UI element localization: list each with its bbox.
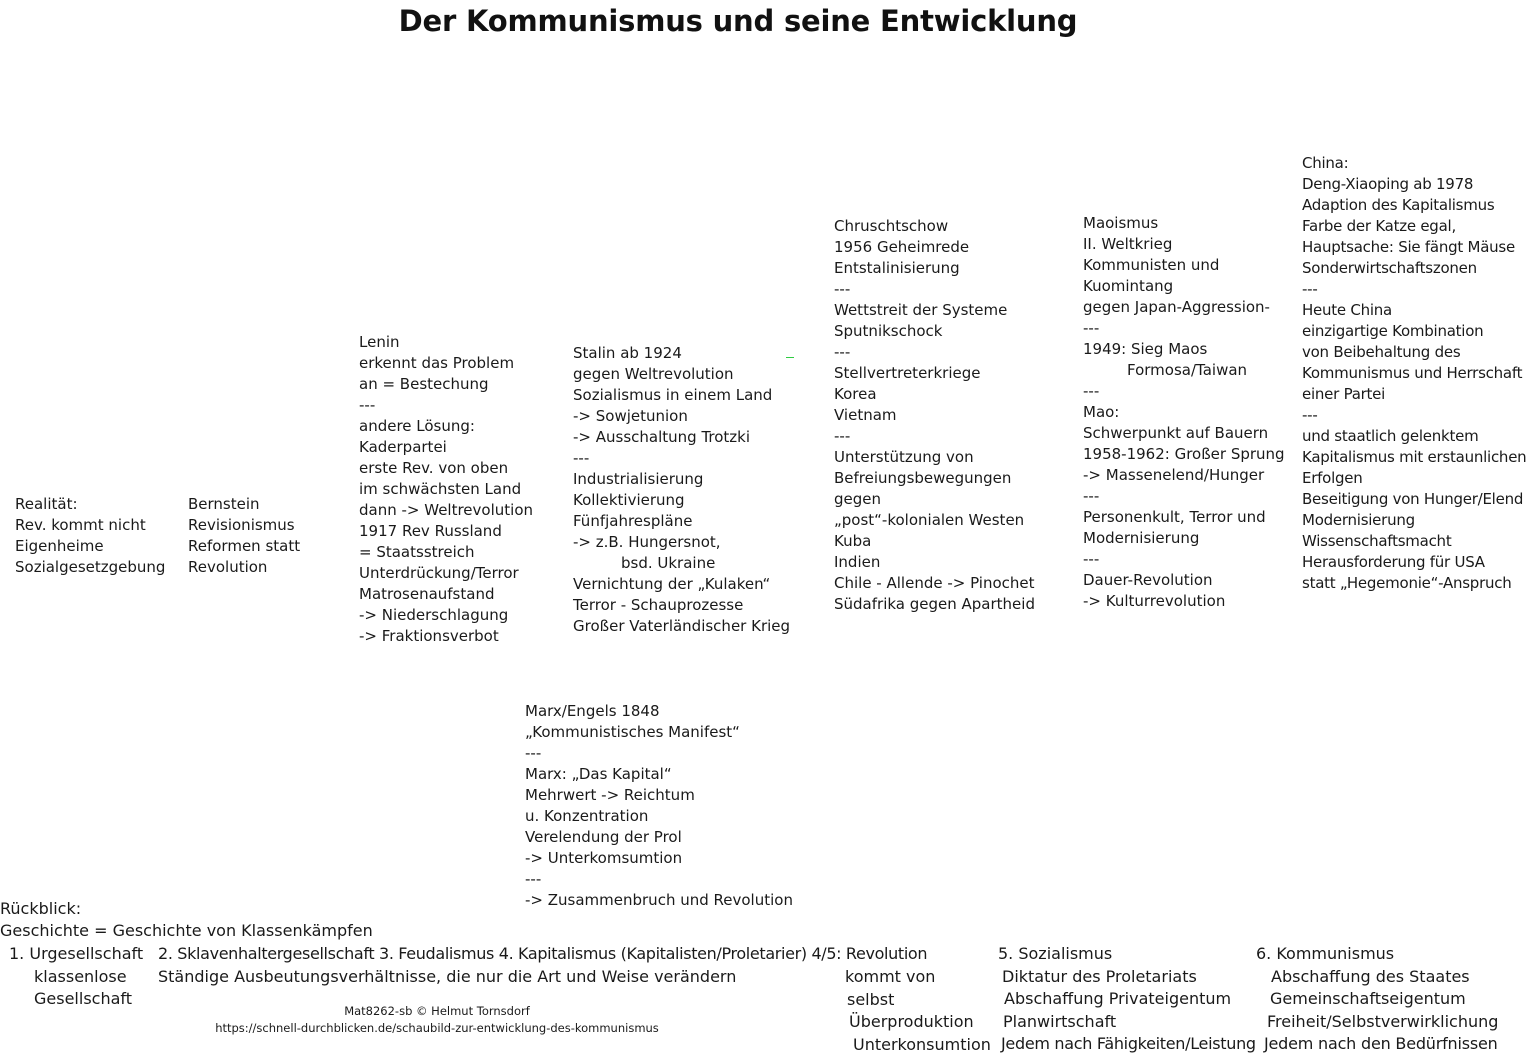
- chruschtschow-line: Stellvertreterkriege: [834, 364, 981, 382]
- lenin-line: Kaderpartei: [359, 438, 447, 456]
- chruschtschow-line: Südafrika gegen Apartheid: [834, 595, 1035, 613]
- chruschtschow-line: Vietnam: [834, 406, 897, 424]
- footer-credit: Mat8262-sb © Helmut Tornsdorf: [344, 1004, 530, 1018]
- maoismus-line: -> Massenelend/Hunger: [1083, 466, 1265, 484]
- stalin-line: Fünfjahrespläne: [573, 512, 693, 530]
- stalin-line: Sozialismus in einem Land: [573, 386, 773, 404]
- chruschtschow-block: [834, 216, 1035, 615]
- china-line: Kommunismus und Herrschaft: [1302, 364, 1523, 382]
- bernstein-line: Revolution: [188, 558, 268, 576]
- stalin-line: -> Sowjetunion: [573, 407, 688, 425]
- stage-line: klassenlose: [34, 966, 127, 986]
- stage-line: Unterkonsumtion: [853, 1034, 991, 1054]
- chruschtschow-line: „post“-kolonialen Westen: [834, 511, 1025, 529]
- rueckblick-title: Rückblick:: [0, 899, 82, 918]
- china-line: Modernisierung: [1302, 511, 1415, 529]
- bernstein-block: [188, 494, 300, 578]
- stage-line: Jedem nach Fähigkeiten/Leistung: [1001, 1034, 1256, 1054]
- bernstein-line: Bernstein: [188, 495, 260, 513]
- chruschtschow-line: gegen: [834, 490, 882, 508]
- maoismus-block: [1083, 213, 1285, 612]
- china-line: Herausforderung für USA: [1302, 553, 1485, 571]
- marx-line: Verelendung der Prol: [525, 828, 682, 846]
- stage-line: Freiheit/Selbstverwirklichung: [1267, 1011, 1499, 1031]
- stage-kommunismus: [1256, 943, 1498, 1056]
- stage-sozialismus: [998, 943, 1256, 1056]
- stalin-line: Kollektivierung: [573, 491, 685, 509]
- stalin-line: bsd. Ukraine: [621, 554, 716, 572]
- china-line: Kapitalismus mit erstaunlichen: [1302, 448, 1527, 466]
- lenin-line: Unterdrückung/Terror: [359, 564, 519, 582]
- maoismus-line: Kuomintang: [1083, 277, 1174, 295]
- marx-line: ---: [525, 744, 542, 762]
- stalin-line: Großer Vaterländischer Krieg: [573, 617, 791, 635]
- china-line: ---: [1302, 406, 1318, 424]
- maoismus-line: Kommunisten und: [1083, 256, 1220, 274]
- stage-line: Abschaffung des Staates: [1271, 966, 1470, 986]
- marx-line: ---: [525, 870, 542, 888]
- stalin-line: Terror - Schauprozesse: [573, 596, 744, 614]
- china-line: Deng-Xiaoping ab 1978: [1302, 175, 1474, 193]
- lenin-line: dann -> Weltrevolution: [359, 501, 534, 519]
- china-line: Beseitigung von Hunger/Elend: [1302, 490, 1524, 508]
- chruschtschow-line: Chruschtschow: [834, 217, 949, 235]
- chruschtschow-line: Befreiungsbewegungen: [834, 469, 1012, 487]
- lenin-line: an = Bestechung: [359, 375, 489, 393]
- china-line: statt „Hegemonie“-Anspruch: [1302, 574, 1512, 592]
- rueckblick-subtitle: Geschichte = Geschichte von Klassenkämpfen: [0, 921, 373, 940]
- stage-line: Abschaffung Privateigentum: [1004, 989, 1232, 1009]
- marx-line: -> Zusammenbruch und Revolution: [525, 891, 793, 909]
- chruschtschow-line: Sputnikschock: [834, 322, 943, 340]
- lenin-line: Matrosenaufstand: [359, 585, 495, 603]
- stage-line: 1. Urgesellschaft: [9, 944, 144, 963]
- lenin-line: erste Rev. von oben: [359, 459, 509, 477]
- chruschtschow-line: Kuba: [834, 532, 872, 550]
- marx-line: -> Unterkomsumtion: [525, 849, 683, 867]
- chruschtschow-line: Wettstreit der Systeme: [834, 301, 1008, 319]
- lenin-line: -> Niederschlagung: [359, 606, 509, 624]
- maoismus-line: ---: [1083, 550, 1100, 568]
- stage-line: Jedem nach den Bedürfnissen: [1264, 1034, 1498, 1054]
- bernstein-line: Revisionismus: [188, 516, 295, 534]
- maoismus-line: ---: [1083, 487, 1100, 505]
- china-line: von Beibehaltung des: [1302, 343, 1461, 361]
- china-line: ---: [1302, 280, 1318, 298]
- maoismus-line: Dauer-Revolution: [1083, 571, 1213, 589]
- marx-line: u. Konzentration: [525, 807, 649, 825]
- realitaet-block: [15, 494, 165, 578]
- china-line: Adaption des Kapitalismus: [1302, 196, 1495, 214]
- stage-line: Überproduktion: [849, 1012, 974, 1032]
- china-block: [1302, 153, 1526, 594]
- page-title: Der Kommunismus und seine Entwicklung: [398, 4, 1078, 38]
- maoismus-line: ---: [1083, 319, 1100, 337]
- green-dash-mark: [786, 357, 794, 358]
- china-line: Hauptsache: Sie fängt Mäuse: [1302, 238, 1515, 256]
- stage-line: selbst: [847, 989, 895, 1009]
- maoismus-line: Personenkult, Terror und: [1083, 508, 1266, 526]
- china-line: Farbe der Katze egal,: [1302, 217, 1456, 235]
- china-line: und staatlich gelenktem: [1302, 427, 1479, 445]
- stage-line: Planwirtschaft: [1003, 1011, 1117, 1031]
- marx-line: Mehrwert -> Reichtum: [525, 786, 695, 804]
- stalin-line: -> z.B. Hungersnot,: [573, 533, 721, 551]
- stage-line: 6. Kommunismus: [1256, 944, 1395, 963]
- stalin-line: -> Ausschaltung Trotzki: [573, 428, 751, 446]
- stalin-line: Stalin ab 1924: [573, 344, 682, 362]
- maoismus-line: ---: [1083, 382, 1100, 400]
- revolution-detail: [845, 966, 991, 1056]
- maoismus-line: Mao:: [1083, 403, 1120, 421]
- maoismus-line: -> Kulturrevolution: [1083, 592, 1226, 610]
- realitaet-line: Realität:: [15, 495, 78, 513]
- stage-urgesellschaft: [9, 943, 143, 1011]
- exploitation-line: Ständige Ausbeutungsverhältnisse, die nur die Art und Weise verändern: [158, 967, 737, 986]
- china-line: Erfolgen: [1302, 469, 1363, 487]
- china-line: Heute China: [1302, 301, 1392, 319]
- marx-line: Marx: „Das Kapital“: [525, 765, 672, 783]
- maoismus-line: II. Weltkrieg: [1083, 235, 1173, 253]
- lenin-line: 1917 Rev Russland: [359, 522, 502, 540]
- chruschtschow-line: 1956 Geheimrede: [834, 238, 970, 256]
- chruschtschow-line: Entstalinisierung: [834, 259, 960, 277]
- maoismus-line: Formosa/Taiwan: [1127, 361, 1248, 379]
- china-line: Sonderwirtschaftszonen: [1302, 259, 1477, 277]
- stalin-block: [573, 343, 790, 637]
- realitaet-line: Eigenheime: [15, 537, 104, 555]
- stage-line: Gesellschaft: [34, 989, 133, 1009]
- chruschtschow-line: Indien: [834, 553, 881, 571]
- maoismus-line: Modernisierung: [1083, 529, 1200, 547]
- marx-line: „Kommunistisches Manifest“: [525, 723, 740, 741]
- realitaet-line: Rev. kommt nicht: [15, 516, 146, 534]
- maoismus-line: Schwerpunkt auf Bauern: [1083, 424, 1269, 442]
- lenin-block: [359, 332, 533, 647]
- chruschtschow-line: ---: [834, 343, 851, 361]
- chruschtschow-line: ---: [834, 427, 851, 445]
- china-line: einer Partei: [1302, 385, 1386, 403]
- maoismus-line: Maoismus: [1083, 214, 1159, 232]
- stage-line: Gemeinschaftseigentum: [1270, 989, 1466, 1009]
- realitaet-line: Sozialgesetzgebung: [15, 558, 166, 576]
- maoismus-line: 1949: Sieg Maos: [1083, 340, 1208, 358]
- bernstein-line: Reformen statt: [188, 537, 301, 555]
- china-line: einzigartige Kombination: [1302, 322, 1484, 340]
- stalin-line: Industrialisierung: [573, 470, 704, 488]
- footer-url: https://schnell-durchblicken.de/schaubild-zur-entwicklung-des-kommunismus: [215, 1021, 659, 1035]
- stage-line: 5. Sozialismus: [998, 944, 1113, 963]
- maoismus-line: gegen Japan-Aggression-: [1083, 298, 1270, 316]
- lenin-line: = Staatsstreich: [359, 543, 475, 561]
- lenin-line: ---: [359, 396, 376, 414]
- stage-line: kommt von: [845, 967, 936, 986]
- stalin-line: gegen Weltrevolution: [573, 365, 734, 383]
- lenin-line: erkennt das Problem: [359, 354, 515, 372]
- stalin-line: ---: [573, 449, 590, 467]
- marx-block: [525, 701, 793, 911]
- maoismus-line: 1958-1962: Großer Sprung: [1083, 445, 1285, 463]
- china-line: Wissenschaftsmacht: [1302, 532, 1452, 550]
- stalin-line: Vernichtung der „Kulaken“: [573, 575, 771, 593]
- chruschtschow-line: Korea: [834, 385, 877, 403]
- lenin-line: andere Lösung:: [359, 417, 475, 435]
- china-line: China:: [1302, 154, 1349, 172]
- chruschtschow-line: Chile - Allende -> Pinochet: [834, 574, 1035, 592]
- lenin-line: -> Fraktionsverbot: [359, 627, 499, 645]
- marx-line: Marx/Engels 1848: [525, 702, 660, 720]
- lenin-line: im schwächsten Land: [359, 480, 522, 498]
- lenin-line: Lenin: [359, 333, 400, 351]
- chruschtschow-line: ---: [834, 280, 851, 298]
- stage-line: Diktatur des Proletariats: [1002, 966, 1197, 986]
- stages-line: 2. Sklavenhaltergesellschaft 3. Feudalismus 4. Kapitalismus (Kapitalisten/Proletarier) 4/5: Revolution: [158, 944, 928, 963]
- chruschtschow-line: Unterstützung von: [834, 448, 974, 466]
